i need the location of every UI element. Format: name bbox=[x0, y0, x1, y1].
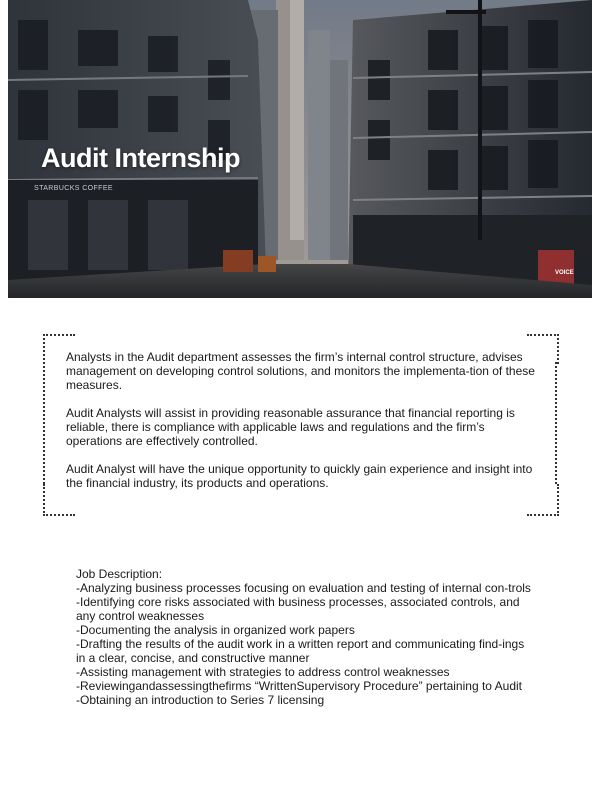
list-item: -Obtaining an introduction to Series 7 licensing bbox=[76, 693, 325, 707]
page-title: Audit Internship bbox=[41, 143, 240, 173]
job-description-heading: Job Description: bbox=[76, 567, 163, 581]
frame-left-edge bbox=[43, 362, 45, 484]
list-item: -Assisting management with strategies to address control weaknesses bbox=[76, 665, 450, 679]
intro-paragraph: Analysts in the Audit department assesses the firm’s internal control structure, advises management on developing control solutions, and monitors the implementa-tion of these measures. bbox=[66, 350, 535, 392]
intro-section bbox=[66, 350, 536, 490]
list-item: -Drafting the results of the audit work in a written report and communicating find-ings in a clear, concise, and constructive manner bbox=[76, 637, 525, 665]
intro-paragraph: Audit Analyst will have the unique opportunity to quickly gain experience and insight into the financial industry, its products and operations. bbox=[66, 462, 533, 490]
storefront-sign: STARBUCKS COFFEE bbox=[34, 185, 114, 192]
intro-paragraph: Audit Analysts will assist in providing reasonable assurance that financial reporting is reliable, there is compliance with applicable laws and regulations and the firm’s operations are effectively controlled. bbox=[66, 406, 515, 448]
job-description-section bbox=[76, 567, 536, 707]
list-item: -Identifying core risks associated with business processes, associated controls, and any control weaknesses bbox=[76, 595, 520, 623]
list-item: -Analyzing business processes focusing on evaluation and testing of internal con-trols bbox=[76, 581, 531, 595]
hero-banner bbox=[8, 0, 592, 298]
list-item: -Documenting the analysis in organized work papers bbox=[76, 623, 355, 637]
job-description-list bbox=[76, 581, 536, 707]
list-item: -Reviewingandassessingthefirms “WrittenSupervisory Procedure” pertaining to Audit bbox=[76, 679, 522, 693]
frame-right-edge bbox=[555, 362, 557, 484]
voice-sign: VOICE bbox=[555, 270, 574, 276]
